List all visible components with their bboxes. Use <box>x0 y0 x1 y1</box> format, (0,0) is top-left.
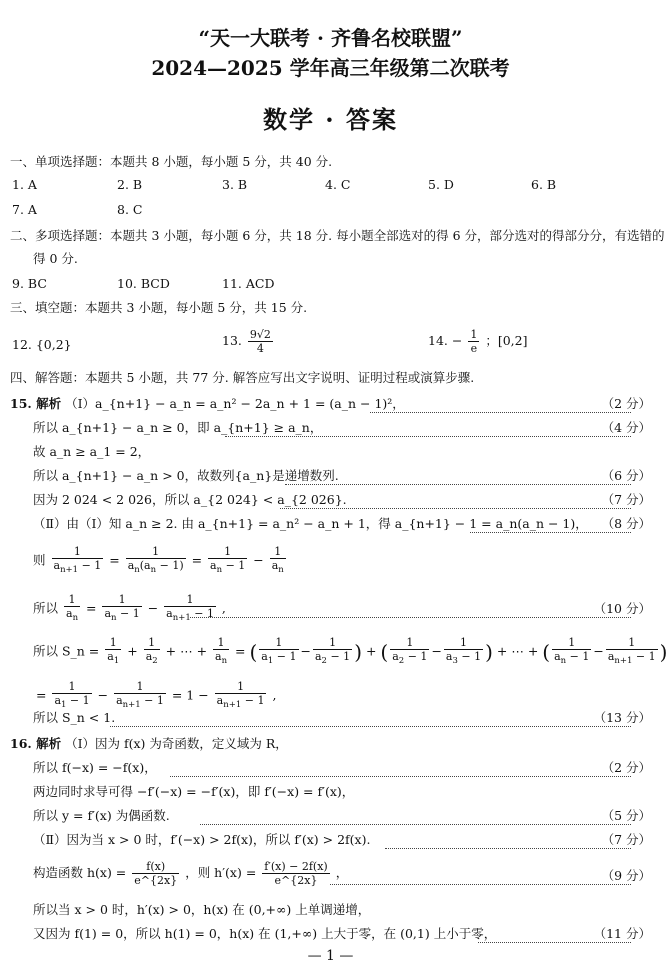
q16-score-6: （9 分） <box>601 868 651 883</box>
q15-score-8: （10 分） <box>593 601 651 616</box>
leader-dots <box>225 420 631 437</box>
q15-line1: 15. 解析 （Ⅰ）a_{n+1} − a_n = a_n² − 2a_n + 1 = (a_n − 1)²， <box>10 396 405 411</box>
exam-title: “天一大联考 · 齐鲁名校联盟” <box>198 26 463 50</box>
q15-line2: 所以 a_{n+1} − a_n ≥ 0，即 a_{n+1} ≥ a_n， <box>33 420 323 435</box>
q16-score-8: （11 分） <box>593 926 651 941</box>
answer-4: 4. C <box>325 177 351 192</box>
answer-6: 6. B <box>531 177 557 192</box>
answer-11: 11. ACD <box>222 276 275 291</box>
q16-line7: 所以当 x > 0 时，h′(x) > 0，h(x) 在 (0,+∞) 上单调递增， <box>33 902 371 917</box>
q16-score-5: （7 分） <box>601 832 651 847</box>
q15-line5: 因为 2 024 < 2 026，所以 a_{2 024} < a_{2 026}. <box>33 492 347 507</box>
section2-heading: 二、多项选择题：本题共 3 小题，每小题 6 分，共 18 分. 每小题全部选对的得 6 分，部分选对的得部分分，有选错的 <box>10 228 665 243</box>
q15-score-1: （2 分） <box>601 396 651 411</box>
section3-heading: 三、填空题：本题共 3 小题，每小题 5 分，共 15 分. <box>10 300 308 315</box>
leader-dots <box>280 492 631 509</box>
q15-score-5: （7 分） <box>601 492 651 507</box>
q16-line2: 所以 f(−x) = −f(x)， <box>33 760 157 775</box>
answer-7: 7. A <box>12 202 37 217</box>
answer-2: 2. B <box>117 177 143 192</box>
answer-10: 10. BCD <box>117 276 170 291</box>
q15-line9: 所以 S_n = $\frac{1}{a_1}$ + $\frac{1}{a_2}$ + ⋯ + $\frac{1}{a_n}$ = ( $\frac{1}{a_1 - 1}$ − $\frac{1}{a_2 - 1}$ ) + ( $\frac{1}{a_2 - 1}$ − $\frac{1}{a_3 - 1}$ ) + ⋯ + ( $\frac{1}{a_n - 1}$ − $\frac{1}{a_{n+1} - 1}$ ) <box>33 636 667 667</box>
q15-line10: = $\frac{1}{a_1 - 1}$ − $\frac{1}{a_{n+1} - 1}$ = 1 − $\frac{1}{a_{n+1} - 1}$ , <box>36 680 277 711</box>
q15-score-11: （13 分） <box>593 710 651 725</box>
q15-line8: 所以 $\frac{1}{a_n}$ = $\frac{1}{a_n - 1}$ − $\frac{1}{a_{n+1} - 1}$ , <box>33 593 226 624</box>
answer-13: 13. $\frac{9√2}{4}$ <box>222 328 271 355</box>
section2-heading-cont: 得 0 分. <box>33 251 78 266</box>
q16-score-2: （2 分） <box>601 760 651 775</box>
answer-12: 12. {0,2} <box>12 337 72 352</box>
answer-8: 8. C <box>117 202 143 217</box>
q15-line4: 所以 a_{n+1} − a_n > 0，故数列{a_n}是递增数列. <box>33 468 339 483</box>
leader-dots <box>200 808 631 825</box>
q15-score-4: （6 分） <box>601 468 651 483</box>
leader-dots <box>110 710 631 727</box>
leader-dots <box>330 868 631 885</box>
answer-14-fraction: $\frac{1}{e}$ <box>470 328 478 355</box>
q16-line3: 两边同时求导可得 −f′(−x) = −f′(x)，即 f′(−x) = f′(x)， <box>33 784 355 799</box>
q15-line11: 所以 S_n < 1. <box>33 710 116 725</box>
answer-title: 数学 · 答案 <box>262 105 399 134</box>
answer-9: 9. BC <box>12 276 47 291</box>
answer-14: 14. − $\frac{1}{e}$ ；[0,2] <box>428 328 528 355</box>
answer-13-fraction: $\frac{9√2}{4}$ <box>249 328 271 355</box>
leader-dots <box>170 760 631 777</box>
q15-line6: （Ⅱ）由（Ⅰ）知 a_n ≥ 2. 由 a_{n+1} = a_n² − a_n + 1，得 a_{n+1} − 1 = a_n(a_n − 1)， <box>33 516 588 531</box>
leader-dots <box>285 468 631 485</box>
q16-line1: 16. 解析 （Ⅰ）因为 f(x) 为奇函数，定义域为 R， <box>10 736 288 751</box>
answer-5: 5. D <box>428 177 454 192</box>
section1-heading: 一、单项选择题：本题共 8 小题，每小题 5 分，共 40 分. <box>10 154 333 169</box>
leader-dots <box>370 396 631 413</box>
q15-score-6: （8 分） <box>601 516 651 531</box>
q16-score-4: （5 分） <box>601 808 651 823</box>
q16-line6: 构造函数 h(x) = $\frac{f(x)}{e\^{}\{2x\}}$ ，则 h′(x) = $\frac{f'(x) - 2f(x)}{e\^{}\{2x\}}$ ， <box>33 860 349 887</box>
answer-1: 1. A <box>12 177 37 192</box>
answer-3: 3. B <box>222 177 248 192</box>
q15-line3: 故 a_n ≥ a_1 = 2， <box>33 444 151 459</box>
q16-line4: 所以 y = f′(x) 为偶函数. <box>33 808 170 823</box>
q15-score-2: （4 分） <box>601 420 651 435</box>
page-number: — 1 — <box>307 948 354 964</box>
q15-line7: 则 $\frac{1}{a_{n+1} - 1}$ = $\frac{1}{a_n(a_n - 1)}$ = $\frac{1}{a_n - 1}$ − $\frac{1}{a_n}$ <box>33 545 284 576</box>
leader-dots <box>190 601 631 618</box>
leader-dots <box>385 832 631 849</box>
exam-subtitle: 2024—2025 学年高三年级第二次联考 <box>151 56 510 80</box>
q16-line8: 又因为 f(1) = 0，所以 h(1) = 0，h(x) 在 (1,+∞) 上大于零，在 (0,1) 上小于零， <box>33 926 497 941</box>
section4-heading: 四、解答题：本题共 5 小题，共 77 分. 解答应写出文字说明、证明过程或演算步骤. <box>10 370 475 385</box>
q16-line5: （Ⅱ）因为当 x > 0 时，f′(−x) > 2f(x)，所以 f′(x) > 2f(x). <box>33 832 371 847</box>
